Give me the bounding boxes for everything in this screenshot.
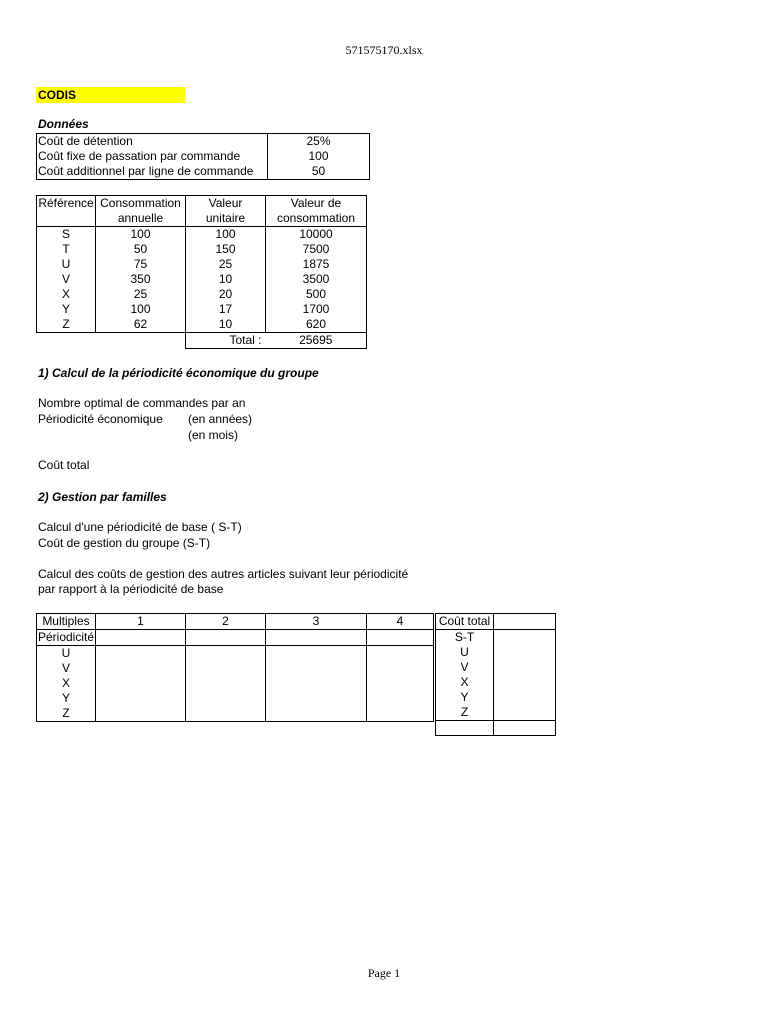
table-header-row: [436, 614, 556, 630]
cell: [494, 690, 556, 705]
valeur-conso-cell: 7500: [266, 242, 367, 257]
cell: [96, 661, 186, 676]
row-label: S-T: [436, 630, 494, 646]
cell: [367, 630, 434, 646]
section1-title: 1) Calcul de la périodicité économique du groupe: [38, 366, 319, 380]
unit-months: (en mois): [188, 428, 239, 442]
cell: [494, 660, 556, 675]
column-header: unitaire: [186, 211, 266, 227]
row-label: X: [436, 675, 494, 690]
ref-cell: U: [37, 257, 96, 272]
section2-title: 2) Gestion par familles: [38, 490, 167, 504]
table-row: [37, 646, 434, 662]
calcul-couts-label: Calcul des coûts de gestion des autres articles suivant leur périodicité: [38, 567, 409, 581]
valeur-conso-cell: 620: [266, 317, 367, 333]
cell: [186, 706, 266, 722]
valeur-cell: 100: [186, 227, 266, 243]
multiples-header: Multiples: [37, 614, 96, 630]
table-row: [37, 317, 367, 333]
valeur-cell: 10: [186, 272, 266, 287]
cell: [186, 646, 266, 662]
cell: [186, 676, 266, 691]
empty-cell: [96, 333, 186, 349]
column-header: consommation: [266, 211, 367, 227]
cell: [367, 706, 434, 722]
valeur-cell: 25: [186, 257, 266, 272]
table-row: [37, 164, 370, 180]
cell: [367, 646, 434, 662]
column-header: [37, 211, 96, 227]
cell: [186, 691, 266, 706]
conso-cell: 100: [96, 227, 186, 243]
param-label: Coût fixe de passation par commande: [37, 149, 268, 164]
cout-total-table: [435, 613, 556, 736]
cell: [367, 691, 434, 706]
table-row: [436, 705, 556, 721]
ref-cell: S: [37, 227, 96, 243]
table-row: [37, 257, 367, 272]
column-header: Valeur de: [266, 196, 367, 212]
table-row: [37, 134, 370, 150]
param-value: 50: [268, 164, 370, 180]
table-header-row: [37, 614, 434, 630]
ref-cell: T: [37, 242, 96, 257]
table-header-row: [37, 211, 367, 227]
multiples-table: [36, 613, 434, 722]
file-name-header: 571575170.xlsx: [345, 43, 423, 57]
cell: [96, 630, 186, 646]
param-value: 100: [268, 149, 370, 164]
cout-total-label: Coût total: [38, 458, 90, 472]
valeur-cell: 20: [186, 287, 266, 302]
table-header-row: [37, 196, 367, 212]
table-row: [436, 660, 556, 675]
row-label: U: [436, 645, 494, 660]
page-number: Page 1: [367, 966, 401, 980]
valeur-cell: 17: [186, 302, 266, 317]
cell: [494, 721, 556, 736]
conso-cell: 62: [96, 317, 186, 333]
conso-cell: 100: [96, 302, 186, 317]
conso-cell: 350: [96, 272, 186, 287]
cell: [266, 661, 367, 676]
ref-cell: Z: [37, 317, 96, 333]
table-row: [37, 661, 434, 676]
table-row: [436, 630, 556, 646]
row-label: U: [37, 646, 96, 662]
conso-cell: 25: [96, 287, 186, 302]
table-row: [37, 287, 367, 302]
cell: [494, 705, 556, 721]
column-header: 4: [367, 614, 434, 630]
table-row: [37, 149, 370, 164]
periodicite-label: Périodicité économique: [38, 412, 163, 426]
table-row: [37, 691, 434, 706]
cell: [186, 630, 266, 646]
cell: [266, 646, 367, 662]
column-header: annuelle: [96, 211, 186, 227]
cell: [96, 706, 186, 722]
column-header: Référence: [38, 196, 94, 210]
row-label: Z: [37, 706, 96, 722]
valeur-cell: 10: [186, 317, 266, 333]
empty-cell: [37, 333, 96, 349]
row-label: X: [37, 676, 96, 691]
param-label: Coût de détention: [37, 134, 268, 150]
param-label: Coût additionnel par ligne de commande: [37, 164, 268, 180]
table-row: [37, 227, 367, 243]
donnees-heading: Données: [38, 117, 89, 131]
table-row: [37, 242, 367, 257]
row-label: V: [436, 660, 494, 675]
total-row: [37, 333, 367, 349]
row-label: Périodicité: [37, 630, 95, 644]
cell: [494, 614, 556, 630]
column-header: Valeur: [186, 196, 266, 212]
table-row: [37, 272, 367, 287]
cell: [186, 661, 266, 676]
row-label: Y: [37, 691, 96, 706]
cell: [494, 645, 556, 660]
cell: [494, 675, 556, 690]
cell: [266, 676, 367, 691]
param-value: 25%: [268, 134, 370, 150]
valeur-cell: 150: [186, 242, 266, 257]
cout-gestion-label: Coût de gestion du groupe (S-T): [38, 536, 211, 550]
column-header: Consommation: [96, 196, 186, 212]
nb-commandes-label: Nombre optimal de commandes par an: [38, 396, 246, 410]
table-row: [436, 675, 556, 690]
rapport-label: par rapport à la périodicité de base: [38, 582, 224, 596]
valeur-conso-cell: 10000: [266, 227, 367, 243]
cell: [266, 691, 367, 706]
conso-cell: 75: [96, 257, 186, 272]
conso-cell: 50: [96, 242, 186, 257]
ref-cell: X: [37, 287, 96, 302]
total-value: 25695: [266, 333, 367, 349]
table-row: [436, 645, 556, 660]
row-label: Z: [436, 705, 494, 721]
valeur-conso-cell: 1700: [266, 302, 367, 317]
total-label: Total :: [186, 333, 266, 349]
valeur-conso-cell: 3500: [266, 272, 367, 287]
unit-years: (en années): [188, 412, 253, 426]
row-label: Y: [436, 690, 494, 705]
donnees-table: [36, 133, 370, 180]
table-row: [436, 690, 556, 705]
row-label: V: [37, 661, 96, 676]
cell: [266, 630, 367, 646]
cell: [96, 691, 186, 706]
valeur-conso-cell: 500: [266, 287, 367, 302]
cell: [494, 630, 556, 646]
ref-cell: Y: [37, 302, 96, 317]
cout-total-header: Coût total: [436, 614, 494, 630]
ref-cell: V: [37, 272, 96, 287]
reference-table: [36, 195, 367, 349]
table-row: [37, 676, 434, 691]
column-header: 2: [186, 614, 266, 630]
table-row: [37, 706, 434, 722]
cell: [436, 721, 494, 736]
periodicite-base-label: Calcul d'une périodicité de base ( S-T): [38, 520, 242, 534]
cell: [367, 676, 434, 691]
sheet-title: CODIS: [36, 87, 185, 103]
valeur-conso-cell: 1875: [266, 257, 367, 272]
table-row: [436, 721, 556, 736]
column-header: 3: [266, 614, 367, 630]
cell: [96, 676, 186, 691]
cell: [367, 661, 434, 676]
table-row: [37, 302, 367, 317]
cell: [96, 646, 186, 662]
column-header: 1: [96, 614, 186, 630]
table-row: [37, 630, 434, 646]
cell: [266, 706, 367, 722]
